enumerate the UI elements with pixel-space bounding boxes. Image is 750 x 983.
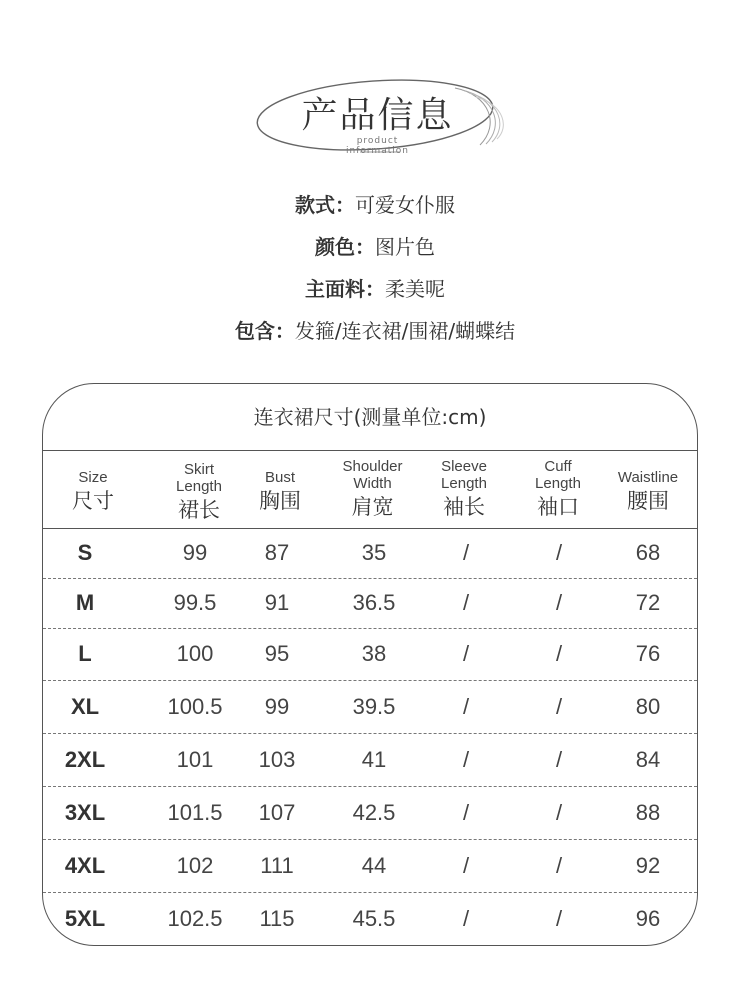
size-label: 4XL <box>64 853 106 878</box>
column-header-zh: 袖口 <box>537 495 579 519</box>
column-header-cuff-length <box>513 452 603 526</box>
column-header-zh: 袖长 <box>443 495 485 519</box>
table-cell: 107 <box>258 800 296 825</box>
column-header-en: Cuff Length <box>535 458 581 492</box>
table-cell: / <box>555 800 563 825</box>
column-header-bust <box>245 452 315 526</box>
column-header-zh: 腰围 <box>627 489 669 513</box>
table-cell: 88 <box>635 800 661 825</box>
info-key: 包含： <box>234 319 295 343</box>
table-cell: 101.5 <box>167 800 223 825</box>
table-cell: 39.5 <box>352 694 396 719</box>
info-value: 可爱女仆服 <box>355 193 455 217</box>
column-header-skirt-length <box>153 452 245 526</box>
column-header-en: Size <box>78 469 108 486</box>
table-cell: 96 <box>635 906 661 931</box>
info-value: 发箍/连衣裙/围裙/蝴蝶结 <box>294 319 516 343</box>
table-cell: 103 <box>258 747 296 772</box>
table-cell: 111 <box>260 853 294 878</box>
info-value: 柔美呢 <box>385 277 445 301</box>
table-cell: 95 <box>264 641 290 666</box>
column-header-zh: 肩宽 <box>351 495 394 519</box>
column-header-en: Shoulder Width <box>342 458 403 492</box>
size-label: 3XL <box>64 800 106 825</box>
size-label: 5XL <box>64 906 106 931</box>
info-key: 款式： <box>295 193 355 217</box>
info-row-color <box>0 232 750 274</box>
page-title: 产品信息 <box>301 95 454 136</box>
size-label: S <box>77 540 93 565</box>
column-header-sleeve-length <box>419 452 509 526</box>
table-cell: 92 <box>635 853 661 878</box>
size-table <box>42 383 698 946</box>
table-cell: 99.5 <box>173 590 217 615</box>
column-header-en: Bust <box>264 469 295 486</box>
size-label: M <box>75 590 95 615</box>
column-header-shoulder-width <box>325 452 420 526</box>
table-cell: / <box>555 590 563 615</box>
column-header-en: Skirt Length <box>176 461 222 495</box>
column-header-en: Waistline <box>617 469 679 486</box>
table-cell: 44 <box>361 853 387 878</box>
table-cell: / <box>462 853 470 878</box>
table-cell: / <box>462 800 470 825</box>
info-row-includes <box>0 316 750 358</box>
size-table-title: 连衣裙尺寸(测量单位:cm) <box>253 405 487 429</box>
title-subtitle-product: product <box>356 136 399 146</box>
table-cell: 80 <box>635 694 661 719</box>
table-cell: 99 <box>182 540 208 565</box>
table-cell: 76 <box>635 641 661 666</box>
table-cell: 101 <box>176 747 214 772</box>
table-cell: / <box>462 694 470 719</box>
size-label: 2XL <box>64 747 106 772</box>
table-cell: 91 <box>264 590 290 615</box>
table-cell: / <box>555 853 563 878</box>
info-key: 颜色： <box>315 235 375 259</box>
table-cell: / <box>462 590 470 615</box>
table-cell: / <box>462 747 470 772</box>
size-label: XL <box>70 694 100 719</box>
info-key: 主面料： <box>305 277 385 301</box>
table-cell: / <box>555 694 563 719</box>
table-cell: / <box>462 540 470 565</box>
product-info-list <box>0 190 750 358</box>
table-cell: 35 <box>361 540 387 565</box>
table-cell: 102.5 <box>167 906 223 931</box>
table-cell: 87 <box>264 540 290 565</box>
table-cell: / <box>555 540 563 565</box>
table-cell: / <box>555 641 563 666</box>
table-cell: 115 <box>259 906 295 931</box>
column-header-zh: 裙长 <box>178 498 220 522</box>
table-cell: 100 <box>176 641 214 666</box>
table-cell: 99 <box>264 694 290 719</box>
column-header-zh: 胸围 <box>259 489 301 513</box>
table-cell: 41 <box>361 747 387 772</box>
table-cell: / <box>555 747 563 772</box>
table-cell: 68 <box>635 540 661 565</box>
table-cell: 102 <box>176 853 214 878</box>
column-header-en: Sleeve Length <box>441 458 487 492</box>
section-title-badge <box>250 70 510 165</box>
table-cell: 100.5 <box>167 694 223 719</box>
table-cell: 45.5 <box>352 906 396 931</box>
table-cell: 42.5 <box>352 800 396 825</box>
table-cell: 84 <box>635 747 661 772</box>
table-cell: / <box>462 906 470 931</box>
table-divider <box>43 450 697 451</box>
title-subtitle-information: information <box>346 146 409 156</box>
table-cell: 36.5 <box>352 590 396 615</box>
table-cell: / <box>555 906 563 931</box>
info-row-fabric <box>0 274 750 316</box>
table-cell: / <box>462 641 470 666</box>
column-header-waistline <box>603 452 693 526</box>
info-row-style <box>0 190 750 232</box>
table-cell: 38 <box>361 641 387 666</box>
info-value: 图片色 <box>375 235 435 259</box>
column-header-size <box>43 452 143 526</box>
column-header-zh: 尺寸 <box>72 489 114 513</box>
table-cell: 72 <box>635 590 661 615</box>
size-label: L <box>78 641 92 666</box>
